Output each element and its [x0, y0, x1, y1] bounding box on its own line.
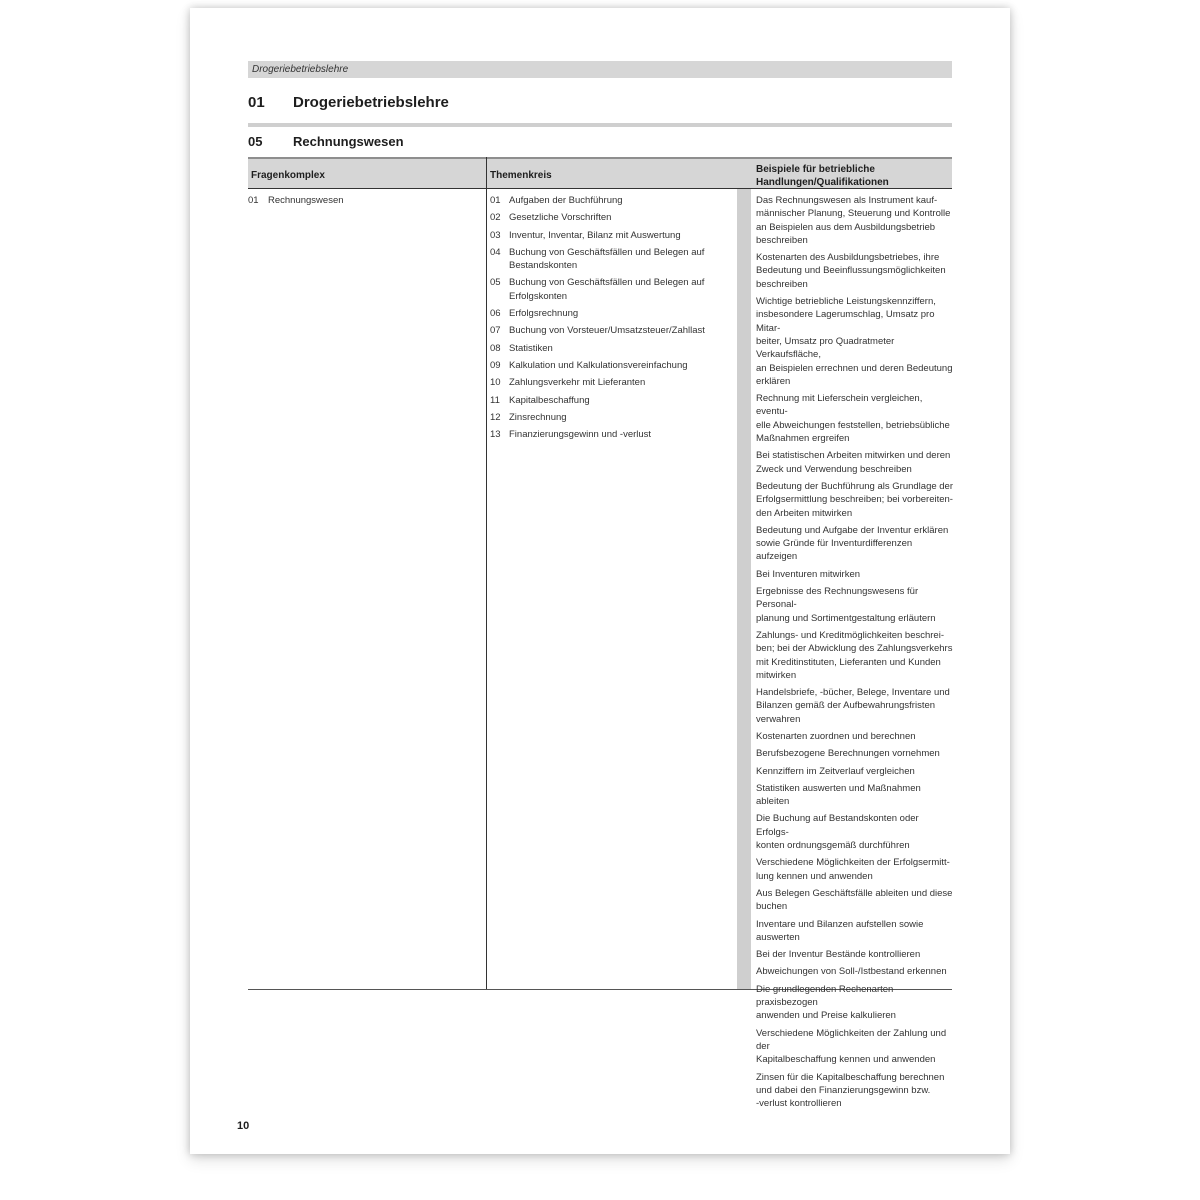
- themenkreis-list: [490, 194, 722, 445]
- section-divider: [248, 123, 952, 127]
- themenkreis-number: 12: [490, 411, 501, 423]
- themenkreis-number: 13: [490, 429, 501, 441]
- beispiel-item: Kennziffern im Zeitverlauf vergleichen: [756, 765, 915, 777]
- beispiel-item: Bedeutung der Buchführung als Grundlage der Erfolgsermittlung beschreiben; bei vorbereiten- den Arbeiten mitwirken: [756, 480, 953, 519]
- themenkreis-label: Buchung von Vorsteuer/Umsatzsteuer/Zahllast: [509, 325, 705, 337]
- beispiele-list: [756, 194, 954, 1114]
- header-beispiele-line2: Handlungen/Qualifikationen: [756, 177, 889, 188]
- beispiel-item: Bei Inventuren mitwirken: [756, 568, 861, 580]
- header-beispiele: [756, 163, 889, 188]
- themenkreis-item: [490, 276, 722, 303]
- beispiel-item: Berufsbezogene Berechnungen vornehmen: [756, 748, 940, 760]
- document-page: [190, 8, 1010, 1154]
- themenkreis-label: Finanzierungsgewinn und -verlust: [509, 429, 652, 441]
- fragenkomplex-number: 01: [248, 195, 259, 206]
- table-header: [248, 157, 952, 189]
- themenkreis-item: [490, 229, 722, 242]
- header-themenkreis: Themenkreis: [490, 170, 552, 181]
- themenkreis-label: Statistiken: [509, 342, 553, 354]
- themenkreis-label: Gesetzliche Vorschriften: [509, 212, 612, 224]
- examples-shade-bar: [737, 189, 751, 990]
- themenkreis-number: 07: [490, 325, 501, 337]
- page-number: 10: [237, 1120, 250, 1132]
- header-beispiele-line1: Beispiele für betriebliche: [756, 164, 875, 175]
- beispiel-item: Kostenarten des Ausbildungsbetriebes, ihre Bedeutung und Beeinflussungsmöglichkeiten beschreiben: [756, 252, 946, 290]
- themenkreis-number: 03: [490, 229, 501, 241]
- themenkreis-number: 09: [490, 359, 501, 371]
- header-fragenkomplex: Fragenkomplex: [251, 170, 325, 181]
- beispiel-item: Wichtige betriebliche Leistungskennziffern, insbesondere Lagerumschlag, Umsatz pro Mitar- beiter, Umsatz pro Quadratmeter Verkaufsfläche, an Beispielen errechnen und deren Bedeutung erklären: [756, 296, 953, 387]
- themenkreis-label: Kapitalbeschaffung: [509, 394, 590, 406]
- themenkreis-label: Inventur, Inventar, Bilanz mit Auswertung: [509, 229, 681, 241]
- beispiel-item: Ergebnisse des Rechnungswesens für Personal- planung und Sortimentgestaltung erläutern: [756, 586, 936, 624]
- themenkreis-number: 10: [490, 377, 501, 389]
- themenkreis-label: Zahlungsverkehr mit Lieferanten: [509, 377, 646, 389]
- beispiel-item: Das Rechnungswesen als Instrument kauf- männischer Planung, Steuerung und Kontrolle an Beispielen aus dem Ausbildungsbetrieb beschreiben: [756, 195, 951, 246]
- beispiel-item: Verschiedene Möglichkeiten der Erfolgsermitt- lung kennen und anwenden: [756, 857, 950, 882]
- beispiel-item: Die Buchung auf Bestandskonten oder Erfolgs- konten ordnungsgemäß durchführen: [756, 813, 919, 852]
- beispiel-item: Statistiken auswerten und Maßnahmen ableiten: [756, 782, 921, 808]
- themenkreis-number: 05: [490, 277, 501, 289]
- beispiel-item: Bei der Inventur Bestände kontrollieren: [756, 949, 921, 961]
- beispiel-item: Bei statistischen Arbeiten mitwirken und deren Zweck und Verwendung beschreiben: [756, 450, 951, 475]
- themenkreis-item: [490, 342, 722, 355]
- themenkreis-label: Aufgaben der Buchführung: [509, 195, 623, 206]
- chapter-number: 01: [248, 94, 265, 111]
- themenkreis-item: [490, 394, 722, 407]
- beispiel-item: Inventare und Bilanzen aufstellen sowie auswerten: [756, 918, 924, 943]
- themenkreis-item: [490, 376, 722, 389]
- fragenkomplex-label: Rechnungswesen: [268, 195, 344, 206]
- themenkreis-label: Zinsrechnung: [509, 411, 567, 423]
- themenkreis-number: 02: [490, 212, 501, 224]
- themenkreis-label: Buchung von Geschäftsfällen und Belegen auf Bestandskonten: [509, 246, 705, 272]
- themenkreis-item: [490, 211, 722, 224]
- themenkreis-number: 01: [490, 195, 501, 206]
- section-title: Rechnungswesen: [293, 134, 404, 149]
- themenkreis-label: Buchung von Geschäftsfällen und Belegen auf Erfolgskonten: [509, 277, 705, 302]
- themenkreis-item: [490, 246, 722, 273]
- themenkreis-label: Kalkulation und Kalkulationsvereinfachung: [509, 359, 688, 371]
- fragenkomplex-cell: [248, 194, 344, 207]
- beispiel-item: Zinsen für die Kapitalbeschaffung berechnen und dabei den Finanzierungsgewinn bzw. -verlust kontrollieren: [756, 1071, 945, 1110]
- themenkreis-number: 04: [490, 246, 501, 258]
- beispiel-item: Aus Belegen Geschäftsfälle ableiten und diese buchen: [756, 887, 953, 913]
- themenkreis-item: [490, 194, 722, 207]
- themenkreis-item: [490, 307, 722, 320]
- themenkreis-item: [490, 428, 722, 441]
- themenkreis-item: [490, 359, 722, 372]
- themenkreis-item: [490, 411, 722, 424]
- beispiel-item: Zahlungs- und Kreditmöglichkeiten beschrei- ben; bei der Abwicklung des Zahlungsverkehrs mit Kreditinstituten, Lieferanten und Kunden mitwirken: [756, 629, 953, 681]
- themenkreis-number: 06: [490, 308, 501, 320]
- themenkreis-number: 11: [490, 394, 500, 406]
- running-head: Drogeriebetriebslehre: [248, 61, 952, 78]
- beispiel-item: Handelsbriefe, -bücher, Belege, Inventare und Bilanzen gemäß der Aufbewahrungsfristen verwahren: [756, 687, 950, 725]
- themenkreis-item: [490, 324, 722, 337]
- themenkreis-label: Erfolgsrechnung: [509, 308, 579, 320]
- chapter-title: Drogeriebetriebslehre: [293, 94, 449, 111]
- beispiel-item: Verschiedene Möglichkeiten der Zahlung und der Kapitalbeschaffung kennen und anwenden: [756, 1027, 947, 1066]
- beispiel-item: Abweichungen von Soll-/Istbestand erkennen: [756, 966, 947, 978]
- column-divider: [486, 157, 487, 990]
- themenkreis-number: 08: [490, 342, 501, 354]
- beispiel-item: Bedeutung und Aufgabe der Inventur erklären sowie Gründe für Inventurdifferenzen aufzeigen: [756, 524, 949, 563]
- section-number: 05: [248, 134, 263, 149]
- beispiel-item: Rechnung mit Lieferschein vergleichen, eventu- elle Abweichungen feststellen, betriebsübliche Maßnahmen ergreifen: [756, 393, 950, 445]
- beispiel-item: Kostenarten zuordnen und berechnen: [756, 730, 916, 742]
- beispiel-item: Die grundlegenden Rechenarten praxisbezogen anwenden und Preise kalkulieren: [756, 983, 896, 1022]
